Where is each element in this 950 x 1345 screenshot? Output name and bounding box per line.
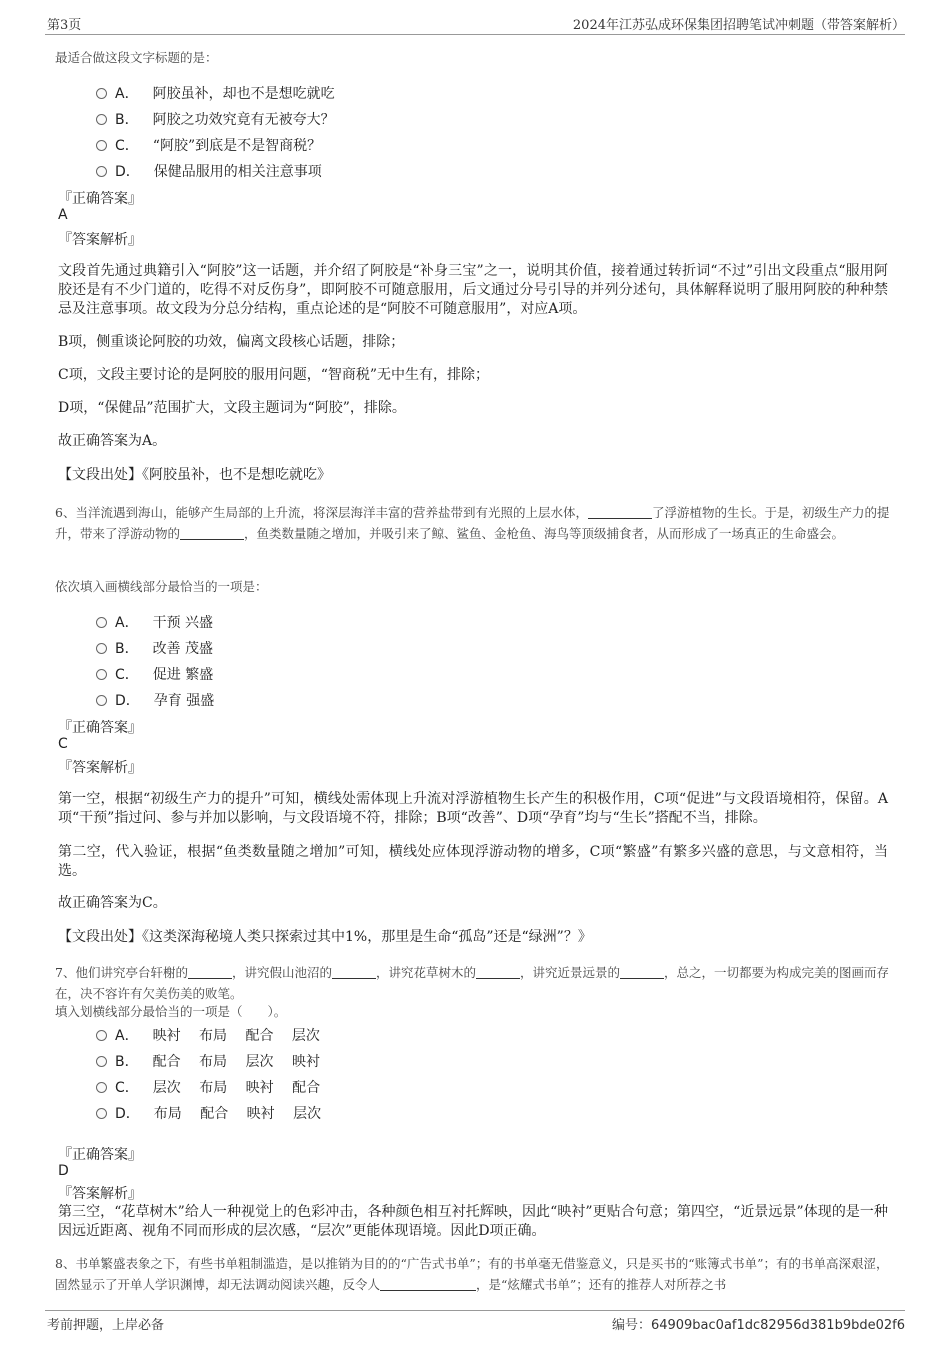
radio-button[interactable] xyxy=(96,140,107,151)
q8-question: 8、书单繁盛表象之下，有些书单粗制滥造，是以推销为目的的“广告式书单”；有的书单毫无借鉴意义，只是买书的“账簿式书单”；有的书单高深艰涩，固然显示了开单人学识渊博，却无法调动阅读兴趣，反令人 ，是“炫耀式书单”；还有的推荐人对所荐之书 xyxy=(55,1256,889,1292)
footer-slogan: 考前押题，上岸必备 xyxy=(47,1318,165,1333)
radio-button[interactable] xyxy=(96,166,107,177)
q6-option-d[interactable]: D． 孕育 强盛 xyxy=(96,690,214,710)
radio-button[interactable] xyxy=(96,1056,107,1067)
q5-conclusion: 故正确答案为A。 xyxy=(58,433,167,449)
radio-button[interactable] xyxy=(96,669,107,680)
q5-analysis-paragraph: 文段首先通过典籍引入“阿胶”这一话题，并介绍了阿胶是“补身三宝”之一，说明其价值，接着通过转折词“不过”引出文段重点“服用阿胶还是有不少门道的，吃得不对反伤身”，即阿胶不可随意服用，后文通过分号引导的并列分述句，具体解释说明了服用阿胶的种种禁忌及注意事项。故文段为分总分结构，重点论述的是“阿胶不可随意服用”，对应A项。 xyxy=(58,263,888,317)
radio-button[interactable] xyxy=(96,1030,107,1041)
q5-analysis-label: 『答案解析』 xyxy=(58,232,142,248)
fill-blank xyxy=(588,518,652,519)
q7-option-c[interactable]: C． 层次 布局 映衬 配合 xyxy=(96,1077,320,1097)
header-divider xyxy=(45,34,905,35)
radio-button[interactable] xyxy=(96,643,107,654)
q6-analysis-label: 『答案解析』 xyxy=(58,760,142,776)
q6-option-a[interactable]: A． 干预 兴盛 xyxy=(96,612,213,632)
q7-option-d[interactable]: D． 布局 配合 映衬 层次 xyxy=(96,1103,321,1123)
q5-analysis-paragraph: D项，“保健品”范围扩大，文段主题词为“阿胶”，排除。 xyxy=(58,400,406,416)
radio-button[interactable] xyxy=(96,617,107,628)
q5-analysis-paragraph: C项，文段主要讨论的是阿胶的服用问题，“智商税”无中生有，排除； xyxy=(58,367,490,383)
radio-button[interactable] xyxy=(96,114,107,125)
q7-answer-label: 『正确答案』 xyxy=(58,1147,142,1163)
q6-analysis-paragraph: 第二空，代入验证，根据“鱼类数量随之增加”可知，横线处应体现浮游动物的增多，C项“繁盛”有繁多兴盛的意思，与文意相符，当选。 xyxy=(58,844,888,879)
q6-option-c[interactable]: C． 促进 繁盛 xyxy=(96,664,213,684)
fill-blank xyxy=(620,978,664,979)
radio-button[interactable] xyxy=(96,695,107,706)
radio-button[interactable] xyxy=(96,1082,107,1093)
q5-answer: A xyxy=(58,207,68,223)
q5-option-d[interactable]: D． 保健品服用的相关注意事项 xyxy=(96,161,322,181)
q7-option-b[interactable]: B． 配合 布局 层次 映衬 xyxy=(96,1051,320,1071)
document-title: 2024年江苏弘成环保集团招聘笔试冲刺题（带答案解析） xyxy=(572,18,905,33)
q6-question: 6、当洋流遇到海山，能够产生局部的上升流，将深层海洋丰富的营养盐带到有光照的上层水体， 了浮游植物的生长。于是，初级生产力的提升，带来了浮游动物的 ，鱼类数量随之增加，并吸引来了鲸、鲨鱼、金枪鱼、海鸟等顶级捕食者，从而形成了一场真正的生命盛会。 xyxy=(55,505,890,541)
q7-question: 7、他们讲究亭台轩榭的 ，讲究假山池沼的 ，讲究花草树木的 ，讲究近景远景的 ，总之，一切都要为构成完美的图画而存在，决不容许有欠美伤美的败笔。 xyxy=(55,965,890,1001)
q6-option-b[interactable]: B． 改善 茂盛 xyxy=(96,638,213,658)
page-header xyxy=(47,14,905,34)
radio-button[interactable] xyxy=(96,1108,107,1119)
q5-analysis-paragraph: B项，侧重谈论阿胶的功效，偏离文段核心话题，排除； xyxy=(58,334,405,350)
q5-option-b[interactable]: B． 阿胶之功效究竟有无被夸大？ xyxy=(96,109,335,129)
fill-blank xyxy=(188,978,232,979)
q7-prompt: 填入划横线部分最恰当的一项是（ ）。 xyxy=(55,1004,287,1019)
q5-option-c[interactable]: C． “阿胶”到底是不是智商税？ xyxy=(96,135,321,155)
q5-option-a[interactable]: A． 阿胶虽补，却也不是想吃就吃 xyxy=(96,83,335,103)
q6-answer: C xyxy=(58,736,68,752)
q6-prompt: 依次填入画横线部分最恰当的一项是： xyxy=(55,579,268,594)
page-footer xyxy=(47,1314,905,1333)
q5-answer-label: 『正确答案』 xyxy=(58,191,142,207)
fill-blank xyxy=(332,978,376,979)
q6-conclusion: 故正确答案为C。 xyxy=(58,895,167,911)
q5-source: 【文段出处】《阿胶虽补，也不是想吃就吃》 xyxy=(58,467,331,483)
radio-button[interactable] xyxy=(96,88,107,99)
q7-answer: D xyxy=(58,1163,69,1179)
page-number: 第3页 xyxy=(47,18,82,33)
q7-option-a[interactable]: A． 映衬 布局 配合 层次 xyxy=(96,1025,320,1045)
q7-analysis-label: 『答案解析』 xyxy=(58,1186,142,1202)
document-id: 编号：64909bac0af1dc82956d381b9bde02f6 xyxy=(611,1318,905,1333)
fill-blank xyxy=(476,978,520,979)
q6-answer-label: 『正确答案』 xyxy=(58,720,142,736)
fill-blank xyxy=(380,1290,476,1291)
q5-prompt: 最适合做这段文字标题的是： xyxy=(55,50,218,65)
footer-divider xyxy=(45,1310,905,1311)
q7-analysis-paragraph: 第三空，“花草树木”给人一种视觉上的色彩冲击，各种颜色相互衬托辉映，因此“映衬”更贴合句意；第四空，“近景远景”体现的是一种因远近距离、视角不同而形成的层次感，“层次”更能体现语境。因此D项正确。 xyxy=(58,1204,888,1239)
q6-analysis-paragraph: 第一空，根据“初级生产力的提升”可知，横线处需体现上升流对浮游植物生长产生的积极作用，C项“促进”与文段语境相符，保留。A项“干预”指过问、参与并加以影响，与文段语境不符，排除；B项“改善”、D项“孕育”均与“生长”搭配不当，排除。 xyxy=(58,791,888,826)
fill-blank xyxy=(180,539,244,540)
q6-source: 【文段出处】《这类深海秘境人类只探索过其中1%，那里是生命“孤岛”还是“绿洲”？》 xyxy=(58,929,592,945)
